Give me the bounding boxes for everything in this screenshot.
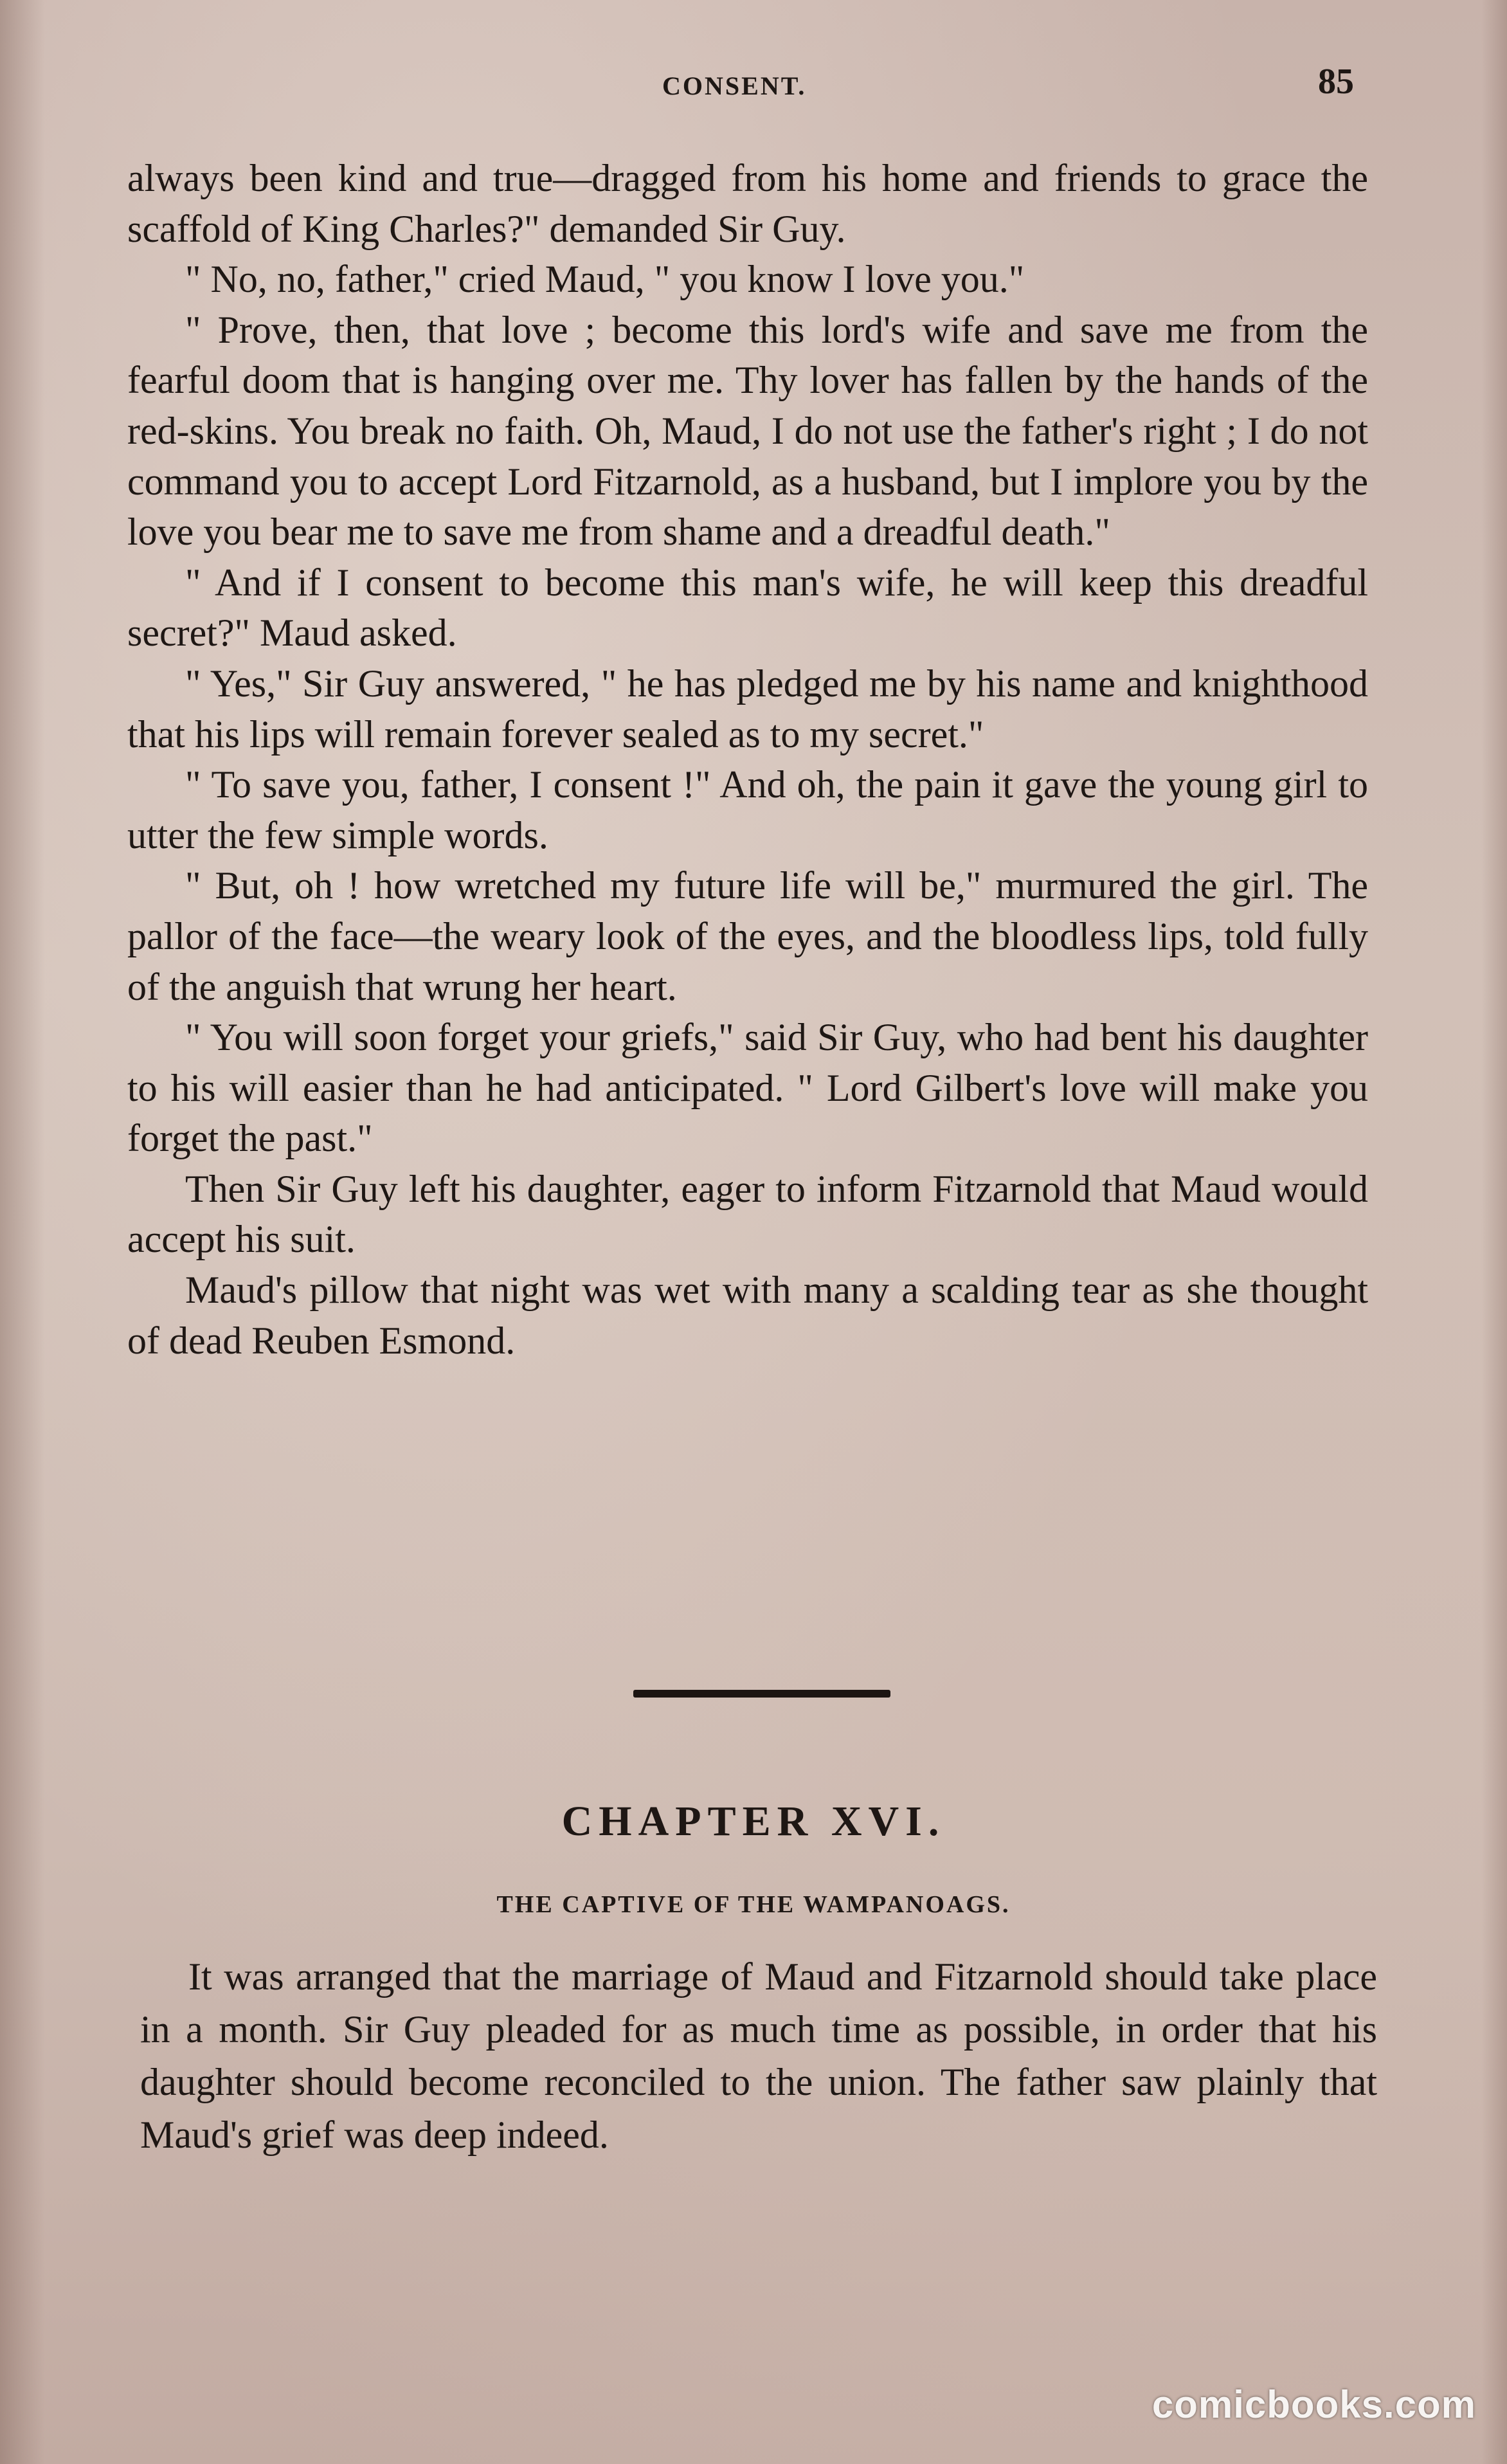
page-shadow-left (0, 0, 45, 2464)
paragraph: " To save you, father, I consent !" And oh, the pain it gave the young girl to utter the few simple words. (127, 763, 1368, 856)
paragraph: " And if I consent to become this man's wife, he will keep this dreadful secret?" Maud asked. (127, 561, 1368, 655)
chapter-title: CHAPTER XVI. (561, 1798, 946, 1845)
watermark: comicbooks.com (1151, 2383, 1476, 2426)
page-shadow-right (1481, 0, 1507, 2464)
paragraph: " Prove, then, that love ; become this lord's wife and save me from the fearful doom that is hanging over me. Thy lover has fallen by the hands of the red-skins. You break no faith. Oh, Maud, I do not use the father's right ; I do not command you to accept Lord Fitzarnold, as a husband, but I implore you by the love you bear me to save me from shame and a dreadful death." (127, 308, 1368, 554)
paragraph: " You will soon forget your griefs," said Sir Guy, who had bent his daughter to his will easier than he had anticipated. " Lord Gilbert's love will make you forget the past." (127, 1016, 1368, 1160)
running-head: CONSENT. (662, 71, 807, 100)
paragraph: " Yes," Sir Guy answered, " he has pledged me by his name and knighthood that his lips will remain forever sealed as to my secret." (127, 662, 1368, 756)
paragraph: Maud's pillow that night was wet with many a scalding tear as she thought of dead Reuben Esmond. (127, 1269, 1368, 1362)
page-number: 85 (1318, 62, 1354, 102)
chapter-text (140, 1950, 1377, 2161)
body-text (127, 153, 1368, 1366)
paragraph: " But, oh ! how wretched my future life will be," murmured the girl. The pallor of the face—the weary look of the eyes, and the bloodless lips, told fully of the anguish that wrung her heart. (127, 864, 1368, 1008)
paragraph: " No, no, father," cried Maud, " you know I love you." (185, 258, 1025, 301)
chapter-subtitle: THE CAPTIVE OF THE WAMPANOAGS. (496, 1891, 1011, 1918)
section-divider (633, 1690, 890, 1698)
paragraph: Then Sir Guy left his daughter, eager to inform Fitzarnold that Maud would accept his suit. (127, 1167, 1368, 1261)
paragraph: It was arranged that the marriage of Maud and Fitzarnold should take place in a month. Sir Guy pleaded for as much time as possible, in order that his daughter should become reconciled to the union. The father saw plainly that Maud's grief was deep indeed. (140, 1955, 1377, 2156)
paragraph: always been kind and true—dragged from his home and friends to grace the scaffold of King Charles?" demanded Sir Guy. (127, 157, 1368, 250)
